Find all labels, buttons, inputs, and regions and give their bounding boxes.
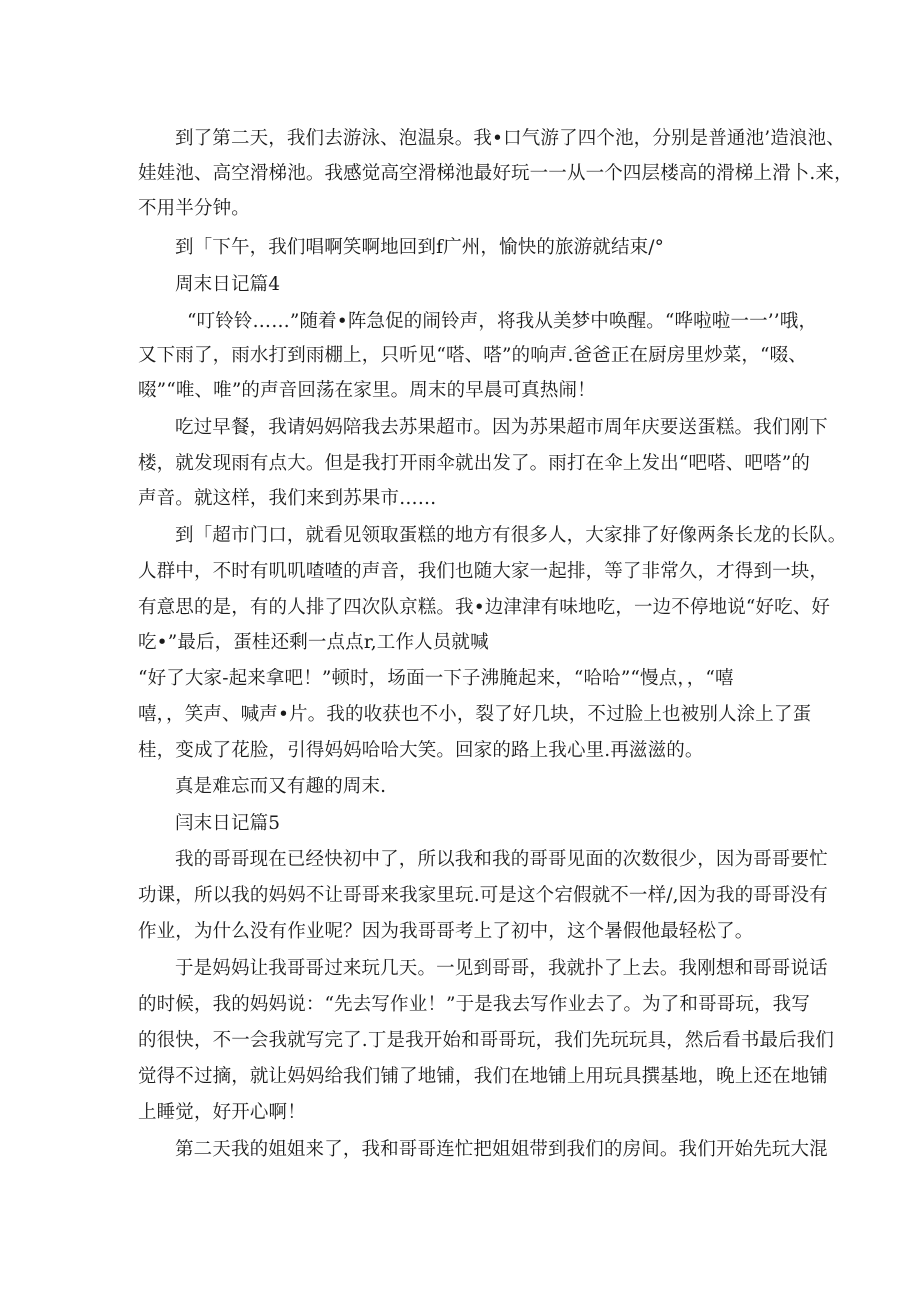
paragraph-line: 人群中，不时有叽叽喳喳的声音，我们也随大家一起排，等了非常久，才得到一块， [138,561,829,582]
paragraph-line: 娃娃池、高空滑梯池。我感觉高空滑梯池最好玩一一从一个四层楼高的滑梯上滑卜.来， [138,163,853,184]
section-heading: 周末日记篇4 [175,274,281,295]
paragraph-line: 于是妈妈让我哥哥过来玩几天。一见到哥哥，我就扑了上去。我刚想和哥哥说话 [175,958,828,979]
paragraph-line: 楼，就发现雨有点大。但是我打开雨伞就出发了。雨打在伞上发出“吧嗒、吧嗒”的 [138,453,810,474]
paragraph-line: 到「超市门口，就看见领取蛋糕的地方有很多人，大家排了好像两条长龙的长队。 [175,525,847,546]
paragraph-line: 上睡觉，好开心啊！ [138,1102,306,1123]
paragraph-line: “叮铃铃……”随着•阵急促的闹铃声，将我从美梦中唤醒。“哗啦啦一一’’哦， [187,311,818,332]
paragraph-line: 嘻，，笑声、喊声•片。我的收获也不小，裂了好几块，不过脸上也被别人涂上了蛋 [138,704,812,725]
paragraph-line: 作业，为什么没有作业呢？因为我哥哥考上了初中，这个暑假他最轻松了。 [138,921,754,942]
paragraph-line: 真是难忘而又有趣的周末. [175,776,387,797]
paragraph-line: 声音。就这样，我们来到苏果市…… [138,488,437,509]
paragraph-line: 吃•”最后，蛋桂还剩一点点r,工作人员就喊 [138,632,489,653]
paragraph-line: 不用半分钟。 [138,198,250,219]
paragraph-line: 有意思的是，有的人排了四次队京糕。我•边津津有味地吃，一边不停地说“好吃、好 [138,597,831,618]
paragraph-line: 功课，所以我的妈妈不让哥哥来我家里玩.可是这个宕假就不一样/,因为我的哥哥没有 [138,885,828,906]
section-heading: 闫末日记篇5 [175,813,281,834]
paragraph-line: 又下雨了，雨水打到雨棚上，只听见“嗒、嗒”的响声.爸爸正在厨房里炒菜，“啜、 [138,345,807,366]
paragraph-line: 我的哥哥现在已经快初中了，所以我和我的哥哥见面的次数很少，因为哥哥要忙 [175,849,828,870]
paragraph-line: 到「下午，我们唱啊笑啊地回到f广州，愉快的旅游就结束/° [175,237,665,258]
paragraph-line: “好了大家-起来拿吧！”顿时，场面一下子沸腌起来，“哈哈”“慢点，，“嘻 [138,668,734,689]
paragraph-line: 啜”“唯、唯”的声音回荡在家里。周末的早晨可真热闹！ [138,380,596,401]
paragraph-line: 的时候，我的妈妈说：“先去写作业！”于是我去写作业去了。为了和哥哥玩，我写 [138,994,810,1015]
paragraph-line: 吃过早餐，我请妈妈陪我去苏果超市。因为苏果超市周年庆要送蛋糕。我们刚下 [175,417,828,438]
paragraph-line: 到了第二天，我们去游泳、泡温泉。我•口气游了四个池，分别是普通池’造浪池、 [175,128,845,149]
paragraph-line: 的很快，不一会我就写完了.丁是我开始和哥哥玩，我们先玩玩具，然后看书最后我们 [138,1030,835,1051]
paragraph-line: 第二天我的姐姐来了，我和哥哥连忙把姐姐带到我们的房间。我们开始先玩大混 [175,1139,828,1160]
paragraph-line: 桂，变成了花脸，引得妈妈哈哈大笑。回家的路上我心里.再滋滋的。 [138,740,704,761]
paragraph-line: 觉得不过摘，就让妈妈给我们铺了地铺，我们在地铺上用玩具撰基地，晚上还在地铺 [138,1066,829,1087]
